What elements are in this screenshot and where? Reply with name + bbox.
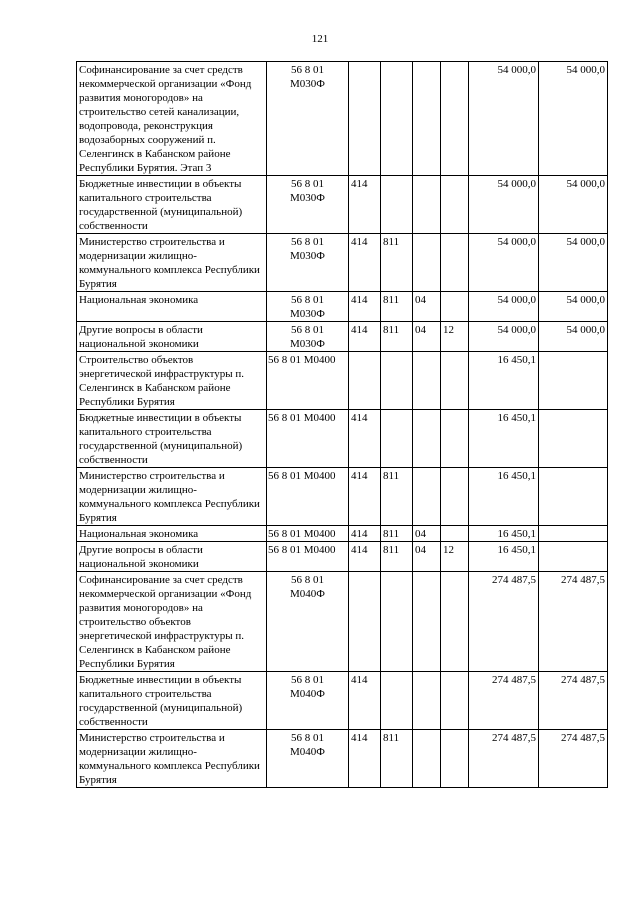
ministry-code xyxy=(381,62,413,176)
page-number: 121 xyxy=(311,33,329,45)
subsection-code xyxy=(441,572,469,672)
item-name: Бюджетные инвестиции в объекты капитального строительства государственной (муниципальной) собственности xyxy=(77,176,267,234)
amount-cofinancing xyxy=(539,468,608,526)
amount-cofinancing: 54 000,0 xyxy=(539,292,608,322)
ministry-code: 811 xyxy=(381,542,413,572)
section-code xyxy=(413,234,441,292)
table-row xyxy=(77,730,608,788)
ministry-code: 811 xyxy=(381,730,413,788)
subsection-code xyxy=(441,730,469,788)
section-code xyxy=(413,468,441,526)
subsection-code xyxy=(441,672,469,730)
expense-type-code: 414 xyxy=(349,176,381,234)
section-code xyxy=(413,352,441,410)
amount-total: 54 000,0 xyxy=(469,322,539,352)
expense-type-code xyxy=(349,572,381,672)
amount-cofinancing: 54 000,0 xyxy=(539,176,608,234)
ministry-code xyxy=(381,410,413,468)
expense-type-code xyxy=(349,62,381,176)
target-article-code: 56 8 01 М0400 xyxy=(267,352,349,410)
expense-type-code: 414 xyxy=(349,526,381,542)
expense-type-code: 414 xyxy=(349,468,381,526)
section-code xyxy=(413,176,441,234)
target-article-code: 56 8 01 М030Ф xyxy=(267,234,349,292)
expense-type-code: 414 xyxy=(349,234,381,292)
subsection-code xyxy=(441,410,469,468)
ministry-code: 811 xyxy=(381,234,413,292)
table-row xyxy=(77,672,608,730)
ministry-code: 811 xyxy=(381,292,413,322)
amount-cofinancing: 54 000,0 xyxy=(539,62,608,176)
section-code xyxy=(413,730,441,788)
ministry-code: 811 xyxy=(381,322,413,352)
amount-cofinancing xyxy=(539,526,608,542)
target-article-code: 56 8 01 М0400 xyxy=(267,542,349,572)
expense-type-code xyxy=(349,352,381,410)
ministry-code: 811 xyxy=(381,526,413,542)
target-article-code: 56 8 01 М0400 xyxy=(267,410,349,468)
subsection-code xyxy=(441,468,469,526)
amount-cofinancing: 54 000,0 xyxy=(539,322,608,352)
item-name: Софинансирование за счет средств некоммерческой организации «Фонд развития моногородов» на строительство сетей канализации, водопровода, реконструкция водозаборных сооружений п. Селенгинск в Кабанском районе Республики Бурятия. Этап 3 xyxy=(77,62,267,176)
amount-total: 16 450,1 xyxy=(469,468,539,526)
table-row xyxy=(77,234,608,292)
item-name: Бюджетные инвестиции в объекты капитального строительства государственной (муниципальной) собственности xyxy=(77,672,267,730)
table-row xyxy=(77,322,608,352)
table-row xyxy=(77,410,608,468)
amount-total: 16 450,1 xyxy=(469,410,539,468)
subsection-code xyxy=(441,234,469,292)
amount-total: 274 487,5 xyxy=(469,672,539,730)
amount-cofinancing: 274 487,5 xyxy=(539,730,608,788)
subsection-code xyxy=(441,352,469,410)
ministry-code xyxy=(381,672,413,730)
target-article-code: 56 8 01 М0400 xyxy=(267,526,349,542)
item-name: Бюджетные инвестиции в объекты капитального строительства государственной (муниципальной) собственности xyxy=(77,410,267,468)
section-code: 04 xyxy=(413,322,441,352)
table-body xyxy=(77,62,608,788)
amount-cofinancing xyxy=(539,352,608,410)
target-article-code: 56 8 01 М040Ф xyxy=(267,572,349,672)
amount-total: 16 450,1 xyxy=(469,526,539,542)
amount-total: 54 000,0 xyxy=(469,176,539,234)
amount-total: 274 487,5 xyxy=(469,730,539,788)
section-code xyxy=(413,62,441,176)
expense-type-code: 414 xyxy=(349,292,381,322)
table-row xyxy=(77,352,608,410)
table-row xyxy=(77,542,608,572)
amount-total: 54 000,0 xyxy=(469,292,539,322)
table-row xyxy=(77,176,608,234)
item-name: Министерство строительства и модернизации жилищно-коммунального комплекса Республики Бурятия xyxy=(77,468,267,526)
target-article-code: 56 8 01 М030Ф xyxy=(267,322,349,352)
target-article-code: 56 8 01 М0400 xyxy=(267,468,349,526)
target-article-code: 56 8 01 М030Ф xyxy=(267,292,349,322)
subsection-code xyxy=(441,526,469,542)
section-code xyxy=(413,572,441,672)
table-row xyxy=(77,468,608,526)
amount-total: 274 487,5 xyxy=(469,572,539,672)
subsection-code: 12 xyxy=(441,322,469,352)
section-code: 04 xyxy=(413,526,441,542)
amount-cofinancing xyxy=(539,410,608,468)
item-name: Министерство строительства и модернизации жилищно-коммунального комплекса Республики Бурятия xyxy=(77,234,267,292)
amount-cofinancing: 54 000,0 xyxy=(539,234,608,292)
ministry-code xyxy=(381,572,413,672)
subsection-code xyxy=(441,62,469,176)
item-name: Другие вопросы в области национальной экономики xyxy=(77,322,267,352)
subsection-code: 12 xyxy=(441,542,469,572)
table-row xyxy=(77,292,608,322)
item-name: Строительство объектов энергетической инфраструктуры п. Селенгинск в Кабанском районе Республики Бурятия xyxy=(77,352,267,410)
section-code xyxy=(413,410,441,468)
item-name: Софинансирование за счет средств некоммерческой организации «Фонд развития моногородов» на строительство объектов энергетической инфраструктуры п. Селенгинск в Кабанском районе Республики Бурятия xyxy=(77,572,267,672)
subsection-code xyxy=(441,176,469,234)
expense-type-code: 414 xyxy=(349,542,381,572)
target-article-code: 56 8 01 М040Ф xyxy=(267,730,349,788)
ministry-code: 811 xyxy=(381,468,413,526)
item-name: Национальная экономика xyxy=(77,292,267,322)
expense-type-code: 414 xyxy=(349,730,381,788)
section-code xyxy=(413,672,441,730)
item-name: Министерство строительства и модернизации жилищно-коммунального комплекса Республики Бурятия xyxy=(77,730,267,788)
expense-type-code: 414 xyxy=(349,410,381,468)
table-row xyxy=(77,62,608,176)
item-name: Другие вопросы в области национальной экономики xyxy=(77,542,267,572)
budget-table xyxy=(76,61,608,788)
section-code: 04 xyxy=(413,542,441,572)
expense-type-code: 414 xyxy=(349,672,381,730)
subsection-code xyxy=(441,292,469,322)
target-article-code: 56 8 01 М040Ф xyxy=(267,672,349,730)
ministry-code xyxy=(381,176,413,234)
target-article-code: 56 8 01 М030Ф xyxy=(267,176,349,234)
item-name: Национальная экономика xyxy=(77,526,267,542)
ministry-code xyxy=(381,352,413,410)
expense-type-code: 414 xyxy=(349,322,381,352)
amount-cofinancing xyxy=(539,542,608,572)
target-article-code: 56 8 01 М030Ф xyxy=(267,62,349,176)
table-row xyxy=(77,572,608,672)
amount-cofinancing: 274 487,5 xyxy=(539,672,608,730)
amount-cofinancing: 274 487,5 xyxy=(539,572,608,672)
amount-total: 16 450,1 xyxy=(469,352,539,410)
section-code: 04 xyxy=(413,292,441,322)
amount-total: 54 000,0 xyxy=(469,62,539,176)
amount-total: 54 000,0 xyxy=(469,234,539,292)
amount-total: 16 450,1 xyxy=(469,542,539,572)
table-row xyxy=(77,526,608,542)
